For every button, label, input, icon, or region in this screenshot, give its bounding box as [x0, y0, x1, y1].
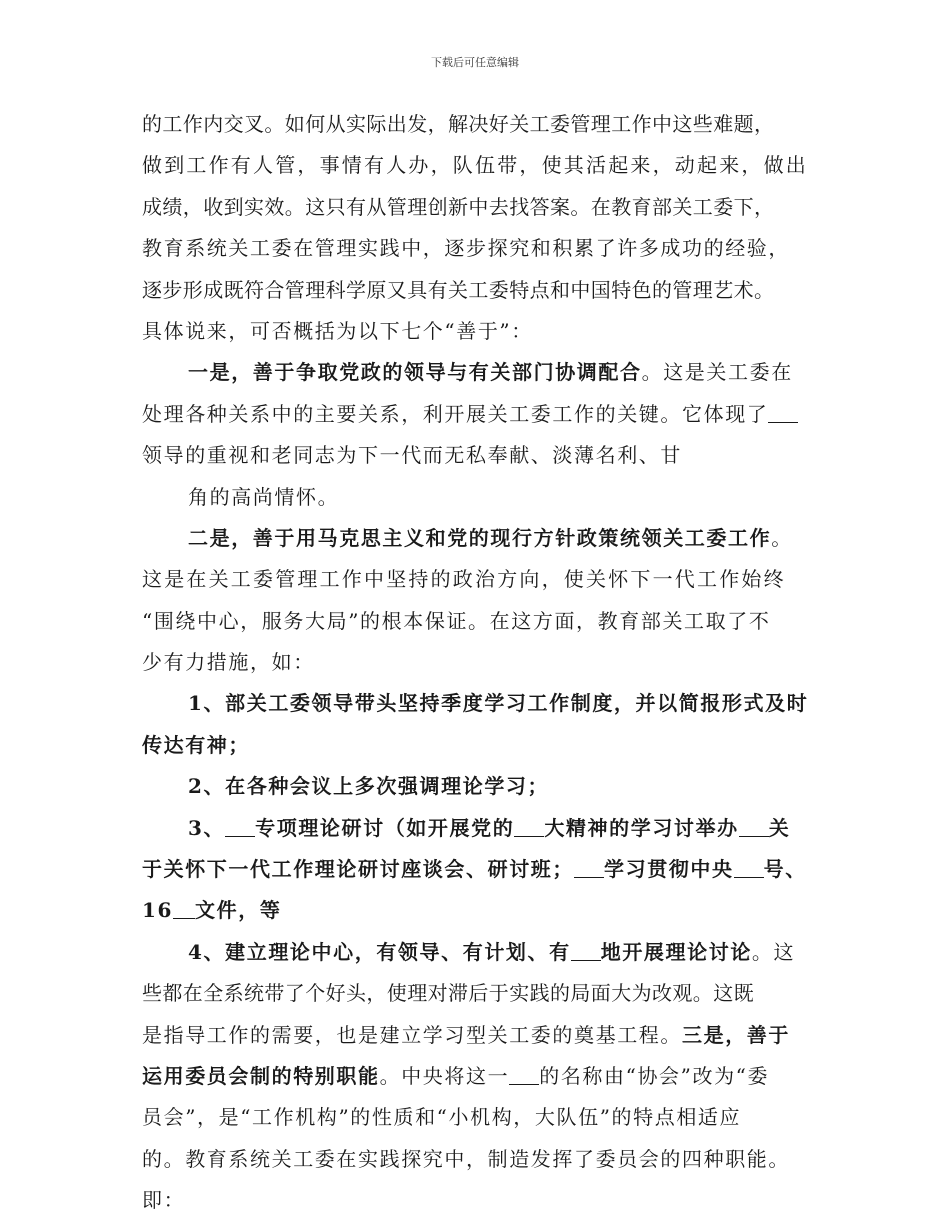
text-run: 。这: [751, 939, 796, 964]
text-line: 传达有神；: [142, 732, 250, 757]
text-line: “围绕中心，服务大局”的根本保证。在这方面，教育部关工取了不: [142, 608, 771, 633]
text-run: 。中央将这一: [379, 1063, 510, 1088]
bold-heading: 二是，善于用马克思主义和党的现行方针政策统领关工委工作: [188, 525, 772, 550]
text-line: [142, 849, 818, 890]
text-run: 处理各种关系中的主要关系，利开展关工委工作的关键。它体现了: [142, 401, 769, 426]
bold-heading: 三是，善于: [682, 1022, 790, 1047]
text-line: 逐步形成既符合管理科学原又具有关工委特点和中国特色的管理艺术。: [142, 277, 775, 302]
fill-in-blank: [509, 1066, 539, 1085]
paragraph-point-three: [142, 1056, 818, 1097]
text-run: 的名称由“协会”改为“委: [539, 1063, 770, 1088]
text-run: 于关怀下一代工作理论研讨座谈会、研讨班；: [142, 857, 574, 882]
list-item-4: [142, 932, 818, 973]
text-run: 。: [771, 525, 793, 550]
paragraph-point-one: [142, 352, 818, 393]
list-item-3: [142, 808, 818, 849]
text-line: 些都在全系统带了个好头，使理对滞后于实践的局面大为改观。这既: [142, 981, 754, 1006]
fill-in-blank: [734, 859, 764, 878]
fill-in-blank: [173, 900, 195, 919]
text-run: 地开展理论讨论: [600, 939, 752, 964]
document-body: [142, 104, 818, 1222]
text-line: 这是在关工委管理工作中坚持的政治方向，使关怀下一代工作始终: [142, 567, 786, 592]
fill-in-blank: [571, 942, 601, 961]
page-header: 下载后可任意编辑: [431, 56, 519, 69]
text-run: 专项理论研讨（如开展党的: [255, 815, 515, 840]
text-line: 少有力措施，如：: [142, 650, 315, 675]
fill-in-blank: [514, 818, 544, 837]
text-run: 4、建立理论中心，有领导、有计划、有: [188, 939, 571, 964]
text-line: 领导的重视和老同志为下一代而无私奉献、淡薄名利、甘: [142, 443, 682, 468]
fill-in-blank: [768, 404, 798, 423]
text-line: 的工作内交叉。如何从实际出发，解决好关工委管理工作中这些难题，: [142, 112, 775, 136]
text-line: 成绩，收到实效。这只有从管理创新中去找答案。在教育部关工委下，: [142, 194, 775, 219]
text-run: 3、: [188, 815, 226, 840]
text-run: 号、: [763, 857, 807, 882]
text-line: [142, 890, 818, 931]
text-line: 具体说来，可否概括为以下七个“善于”：: [142, 318, 533, 343]
text-run: 关: [768, 815, 791, 840]
text-line: 即：: [142, 1188, 186, 1213]
bold-heading: 一是，善于争取党政的领导与有关部门协调配合: [188, 360, 642, 385]
text-line: [142, 394, 818, 435]
text-run: 文件，等: [195, 898, 282, 923]
text-run: 学习贯彻中央: [604, 857, 734, 882]
text-line: 的。教育系统关工委在实践探究中，制造发挥了委员会的四种职能。: [142, 1146, 790, 1171]
text-line: 员会”，是“工作机构”的性质和“小机构，大队伍”的特点相适应: [142, 1105, 742, 1130]
bold-heading: 运用委员会制的特别职能: [142, 1063, 380, 1088]
text-line: [142, 1015, 818, 1056]
text-run: 大精神的学习讨举办: [544, 815, 739, 840]
text-run: 16: [142, 898, 174, 923]
paragraph-point-two: [142, 518, 818, 559]
fill-in-blank: [225, 818, 255, 837]
text-run: 是指导工作的需要，也是建立学习型关工委的奠基工程。: [142, 1022, 682, 1047]
text-line: 教育系统关工委在管理实践中，逐步探究和积累了许多成功的经验，: [142, 236, 790, 261]
text-run: 。这是关工委在: [641, 360, 793, 385]
fill-in-blank: [739, 818, 769, 837]
list-item-2: 2、在各种会议上多次强调理论学习；: [188, 774, 550, 799]
list-item-1: 1、部关工委领导带头坚持季度学习工作制度，并以简报形式及时: [188, 691, 809, 716]
text-line: 角的高尚情怀。: [188, 484, 340, 509]
text-line: 做到工作有人管，事情有人办，队伍带，使其活起来，动起来，做出: [142, 153, 808, 178]
fill-in-blank: [574, 859, 604, 878]
